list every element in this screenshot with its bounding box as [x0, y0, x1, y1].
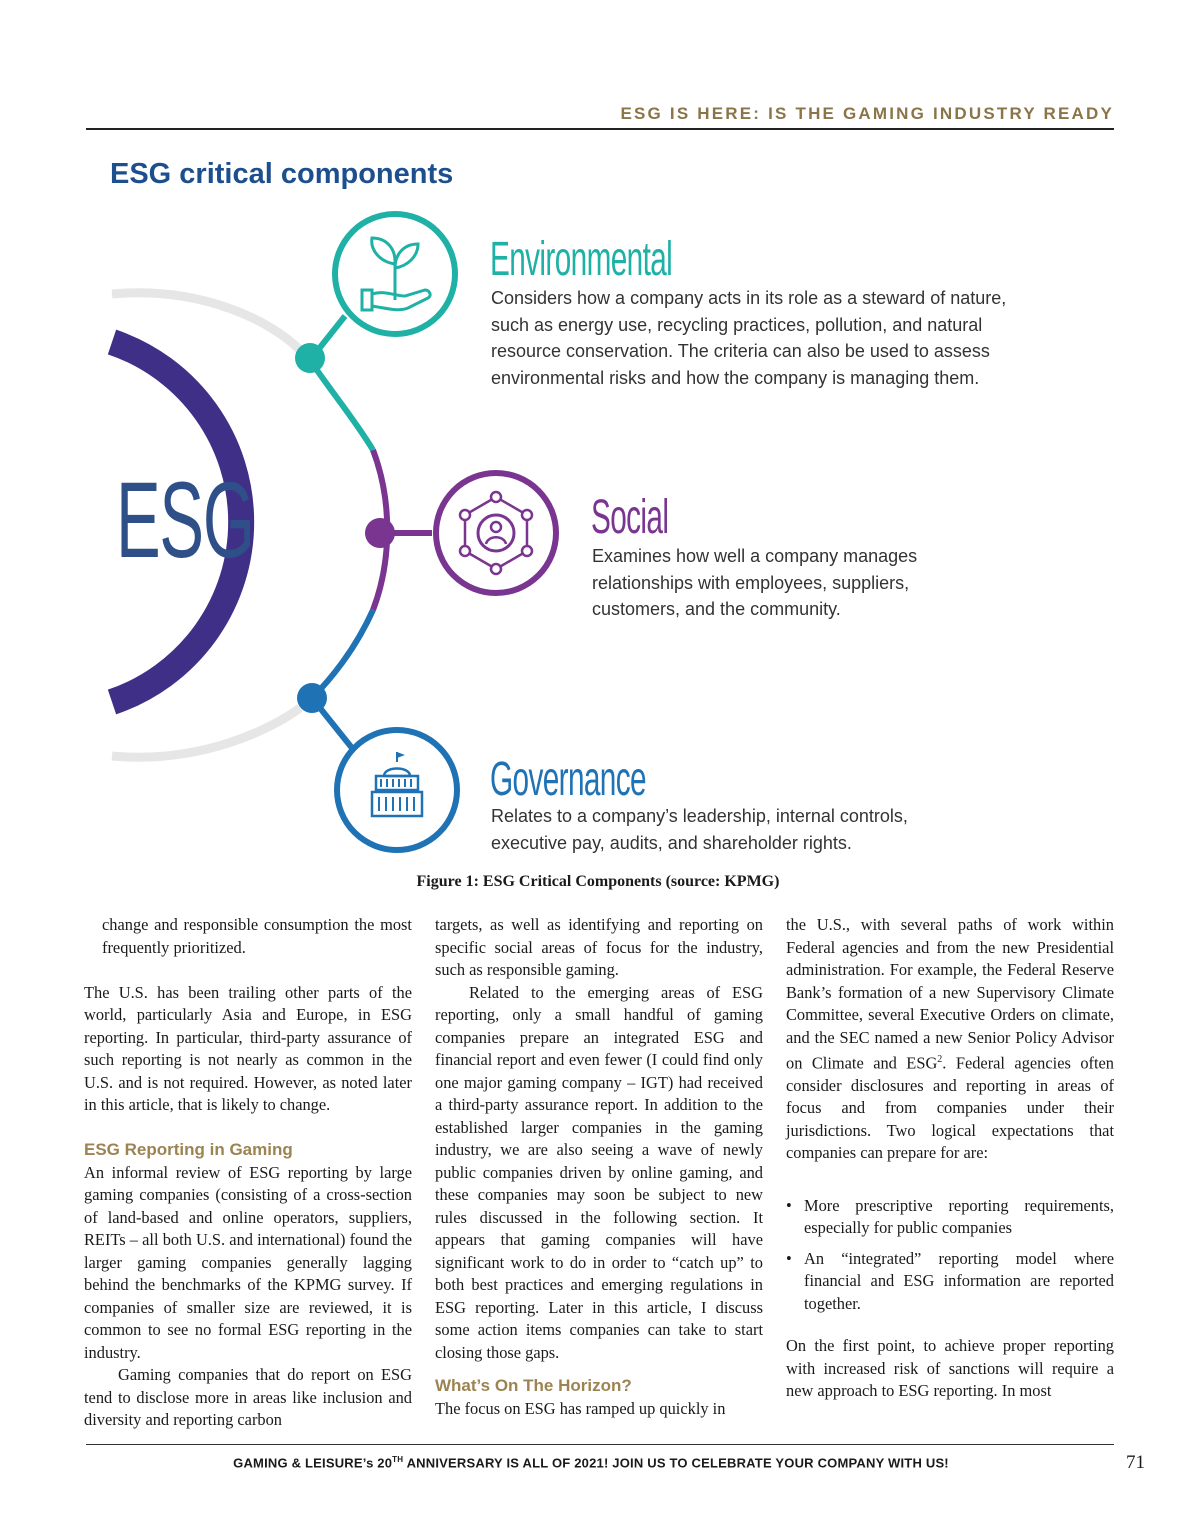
gov-connector-arc — [312, 610, 373, 698]
paragraph: Related to the emerging areas of ESG reporting, only a small handful of gaming companies prepare an integrated ESG and financial report and even fewer (I could find only one major gaming company – IGT) had received a third-party assurance report. In addition to the established larger companies in the gaming industry, we are also seeing a wave of newly public companies driven by online gaming, and these companies may soon be subject to new rules discussed in the following section. It appears that gaming companies will have significant work to do in order to “catch up” to both best practices and emerging regulations in ESG reporting. Later in this article, I discuss some action items companies can take to start closing those gaps. — [435, 982, 763, 1362]
social-title: Social — [591, 491, 669, 544]
section-heading: ESG Reporting in Gaming — [84, 1140, 293, 1159]
esg-center-label: ESG — [116, 459, 254, 580]
article-column-2 — [435, 914, 763, 1420]
paragraph: the U.S., with several paths of work within Federal agencies and from the new Presidential administration. For example, the Federal Reserve Bank’s formation of a new Supervisory Climate Committee, several Executive Orders on climate, and the SEC named a new Senior Policy Advisor on Climate and ESG$^2$. Federal agencies often consider disclosures and reporting in areas of focus and from companies under their jurisdictions. Two logical expectations that companies can prepare for are: — [786, 915, 1114, 1163]
governance-icon — [337, 730, 457, 850]
footer-rule — [86, 1444, 1114, 1445]
social-icon — [436, 473, 556, 593]
social-description: Examines how well a company manages relationships with employees, suppliers, customers, and the community. — [592, 546, 918, 619]
env-node — [295, 343, 325, 373]
article-column-3 — [786, 914, 1114, 1403]
env-connector-arc — [310, 360, 373, 450]
governance-title: Governance — [490, 753, 646, 806]
environmental-title: Environmental — [490, 233, 673, 286]
governance-description: Relates to a company’s leadership, internal controls, executive pay, audits, and shareholder rights. — [491, 806, 908, 853]
gov-node — [297, 683, 327, 713]
paragraph: An informal review of ESG reporting by large gaming companies (consisting of a cross-section of land-based and online operators, suppliers, REITs – all both U.S. and international) found the larger gaming companies generally lagging behind the benchmarks of the KPMG survey. If companies of smaller size are reviewed, it is common to see no formal ESG reporting in the industry. — [84, 1162, 412, 1362]
paragraph: The focus on ESG has ramped up quickly in — [435, 1398, 726, 1418]
grey-arc-bottom — [112, 708, 300, 757]
page-number: 71 — [1126, 1452, 1145, 1473]
social-node — [365, 518, 395, 548]
paragraph: On the first point, to achieve proper reporting with increased risk of sanctions will require a new approach to ESG reporting. In most — [786, 1336, 1114, 1401]
paragraph: Gaming companies that do report on ESG tend to disclose more in areas like inclusion and diversity and reporting carbon — [84, 1365, 412, 1429]
bullet-list — [786, 1195, 1114, 1316]
paragraph: change and responsible consumption the most frequently prioritized. — [102, 915, 412, 957]
environmental-description: Considers how a company acts in its role as a steward of nature, such as energy use, recycling practices, pollution, and natural resource conservation. The criteria can also be used to assess environmental risks and how the company is managing them. — [491, 288, 1007, 388]
footer-banner: GAMING & LEISURE’s 20TH ANNIVERSARY IS ALL OF 2021! JOIN US TO CELEBRATE YOUR COMPANY WITH US! — [233, 1455, 949, 1471]
list-item: • An “integrated” reporting model where financial and ESG information are reported together. — [786, 1248, 1114, 1316]
running-head: ESG IS HERE: IS THE GAMING INDUSTRY READY — [620, 104, 1114, 123]
figure-title: ESG critical components — [110, 158, 454, 190]
article-column-1 — [84, 914, 412, 1432]
footnote-marker: 2 — [937, 1054, 943, 1065]
paragraph: targets, as well as identifying and reporting on specific social areas of focus for the industry, such as responsible gaming. — [435, 915, 763, 979]
environmental-icon — [335, 214, 455, 334]
section-heading: What’s On The Horizon? — [435, 1376, 632, 1395]
paragraph: The U.S. has been trailing other parts of the world, particularly Asia and Europe, in ESG reporting. In particular, third-party assurance of such reporting is not nearly as common in the U.S. and is not required. However, as noted later in this article, that is likely to change. — [84, 982, 412, 1114]
figure-caption: Figure 1: ESG Critical Components (source: KPMG) — [416, 873, 780, 890]
list-item: • More prescriptive reporting requirements, especially for public companies — [786, 1195, 1114, 1240]
